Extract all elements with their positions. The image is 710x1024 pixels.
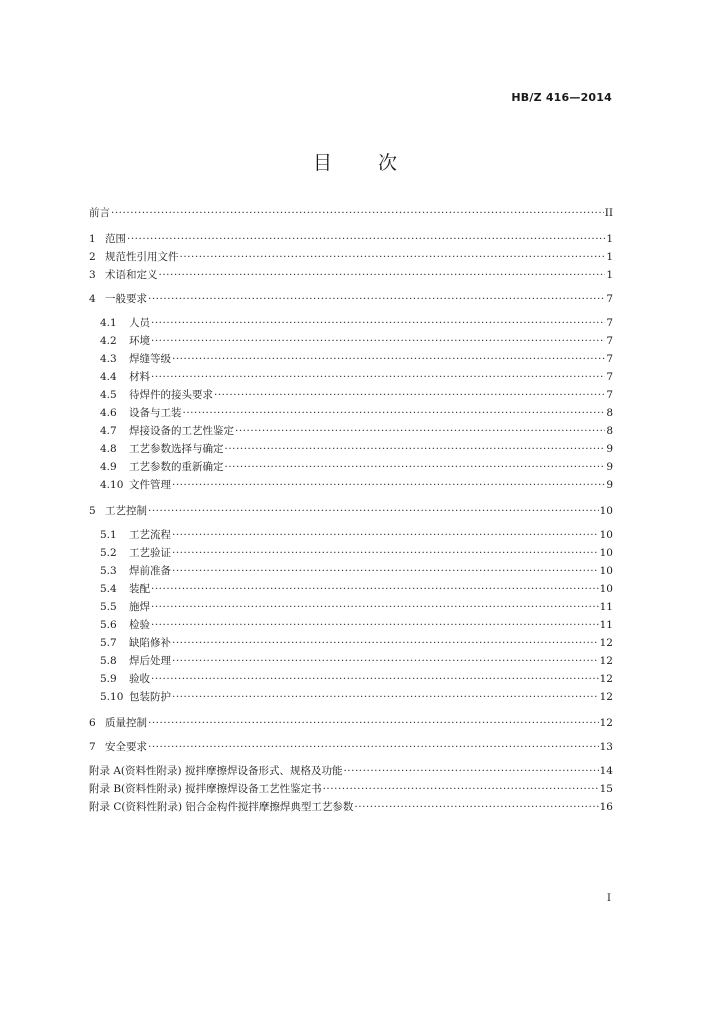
toc-entry-page: 8 [606, 407, 613, 419]
toc-entry-label: 工艺参数的重新确定 [129, 461, 224, 473]
toc-leader-dots [225, 440, 606, 458]
toc-leader-dots [172, 634, 599, 652]
toc-leader-dots [151, 598, 599, 616]
toc-entry-label: 装配 [129, 583, 150, 595]
toc-entry[interactable] [89, 544, 613, 562]
toc-entry-number: 5.9 [100, 673, 117, 685]
toc-entry-page: 7 [606, 293, 613, 305]
toc-entry-number: 4.5 [100, 389, 117, 401]
toc-entry-page: 12 [599, 673, 613, 685]
toc-entry-number: 2 [89, 251, 96, 263]
toc-leader-dots [183, 404, 606, 422]
toc-entry-label: 附录 A(资料性附录) 搅拌摩擦焊设备形式、规格及功能 [89, 765, 343, 777]
toc-entry[interactable] [89, 562, 613, 580]
toc-entry[interactable] [89, 580, 613, 598]
toc-leader-dots [151, 616, 599, 634]
toc-entry-page: 11 [599, 601, 613, 613]
toc-entry[interactable] [89, 688, 613, 706]
toc-leader-dots [214, 386, 605, 404]
toc-leader-dots [151, 314, 605, 332]
toc-leader-dots [343, 762, 598, 780]
toc-entry[interactable] [89, 266, 613, 284]
toc-entry-page: 7 [606, 389, 613, 401]
toc-entry[interactable] [89, 762, 613, 780]
toc-leader-dots [172, 562, 599, 580]
toc-entry-number: 5.2 [100, 547, 117, 559]
toc-entry-label: 焊缝等级 [129, 353, 171, 365]
toc-entry-page: 10 [599, 565, 613, 577]
toc-entry-number: 5.10 [100, 691, 124, 703]
toc-leader-dots [151, 580, 599, 598]
toc-entry[interactable] [89, 598, 613, 616]
toc-entry-page: 7 [606, 335, 613, 347]
toc-entry[interactable] [89, 314, 613, 332]
toc-entry-label: 焊前准备 [129, 565, 171, 577]
table-of-contents [89, 204, 613, 816]
toc-entry-label: 范围 [105, 233, 126, 245]
toc-entry[interactable] [89, 386, 613, 404]
toc-entry-page: 9 [606, 479, 613, 491]
toc-entry[interactable] [89, 714, 613, 732]
toc-leader-dots [172, 652, 599, 670]
toc-entry[interactable] [89, 502, 613, 520]
title-char-2: 次 [378, 152, 398, 174]
toc-entry-label: 附录 C(资料性附录) 铝合金构件搅拌摩擦焊典型工艺参数 [89, 801, 354, 813]
toc-entry-number: 5.3 [100, 565, 117, 577]
toc-entry-label: 前言 [89, 207, 110, 219]
toc-entry-number: 7 [89, 741, 96, 753]
toc-entry[interactable] [89, 798, 613, 816]
toc-entry-page: 12 [599, 691, 613, 703]
toc-entry[interactable] [89, 368, 613, 386]
toc-leader-dots [235, 422, 605, 440]
toc-leader-dots [172, 476, 605, 494]
toc-entry-label: 环境 [129, 335, 150, 347]
toc-entry-label: 设备与工装 [129, 407, 182, 419]
page-number: I [607, 893, 611, 904]
toc-entry-number: 5.8 [100, 655, 117, 667]
toc-entry-label: 质量控制 [105, 717, 147, 729]
toc-entry-page: 7 [606, 371, 613, 383]
toc-entry-page: 1 [606, 233, 613, 245]
toc-entry-label: 检验 [129, 619, 150, 631]
toc-leader-dots [159, 266, 606, 284]
toc-entry-page: 10 [599, 505, 613, 517]
toc-entry-number: 5.5 [100, 601, 117, 613]
toc-entry-page: 1 [606, 269, 613, 281]
toc-entry[interactable] [89, 458, 613, 476]
toc-leader-dots [172, 544, 599, 562]
toc-entry-page: 10 [599, 583, 613, 595]
toc-entry-page: 8 [606, 425, 613, 437]
toc-entry-page: 14 [599, 765, 613, 777]
toc-entry-number: 3 [89, 269, 96, 281]
toc-entry[interactable] [89, 422, 613, 440]
toc-entry-label: 焊接设备的工艺性鉴定 [129, 425, 234, 437]
toc-entry-number: 4.8 [100, 443, 117, 455]
toc-entry-label: 人员 [129, 317, 150, 329]
toc-leader-dots [323, 780, 599, 798]
toc-leader-dots [172, 350, 605, 368]
toc-entry-page: 12 [599, 637, 613, 649]
toc-entry-number: 1 [89, 233, 96, 245]
toc-leader-dots [148, 714, 599, 732]
toc-entry-page: 13 [599, 741, 613, 753]
toc-entry-label: 文件管理 [129, 479, 171, 491]
toc-entry-label: 施焊 [129, 601, 150, 613]
toc-entry-page: 7 [606, 317, 613, 329]
toc-entry[interactable] [89, 670, 613, 688]
toc-entry-page: 9 [606, 443, 613, 455]
toc-entry-number: 4.10 [100, 479, 124, 491]
toc-entry[interactable] [89, 204, 613, 222]
toc-entry-label: 一般要求 [105, 293, 147, 305]
toc-leader-dots [127, 230, 605, 248]
toc-leader-dots [225, 458, 606, 476]
toc-leader-dots [151, 368, 605, 386]
toc-entry-label: 工艺控制 [105, 505, 147, 517]
toc-entry-number: 4.9 [100, 461, 117, 473]
toc-leader-dots [148, 290, 605, 308]
toc-entry-label: 包装防护 [129, 691, 171, 703]
toc-leader-dots [148, 738, 599, 756]
toc-leader-dots [180, 248, 606, 266]
toc-entry[interactable] [89, 404, 613, 422]
toc-entry-number: 4.4 [100, 371, 117, 383]
toc-entry-label: 工艺参数选择与确定 [129, 443, 224, 455]
toc-entry-label: 工艺验证 [129, 547, 171, 559]
toc-entry[interactable] [89, 652, 613, 670]
toc-leader-dots [151, 332, 605, 350]
toc-entry-number: 4.2 [100, 335, 117, 347]
toc-entry-number: 4 [89, 293, 96, 305]
toc-entry[interactable] [89, 332, 613, 350]
toc-entry-page: 15 [599, 783, 613, 795]
toc-entry-number: 5.1 [100, 529, 117, 541]
toc-entry-label: 术语和定义 [105, 269, 158, 281]
toc-entry-label: 规范性引用文件 [105, 251, 179, 263]
toc-leader-dots [354, 798, 598, 816]
toc-entry-label: 附录 B(资料性附录) 搅拌摩擦焊设备工艺性鉴定书 [89, 783, 322, 795]
toc-entry-number: 5 [89, 505, 96, 517]
toc-entry-page: II [604, 207, 613, 219]
toc-entry-label: 材料 [129, 371, 150, 383]
toc-entry-number: 4.7 [100, 425, 117, 437]
toc-entry-number: 4.1 [100, 317, 117, 329]
toc-entry[interactable] [89, 230, 613, 248]
toc-entry-number: 6 [89, 717, 96, 729]
toc-entry[interactable] [89, 616, 613, 634]
page-title [0, 148, 710, 175]
toc-leader-dots [172, 526, 599, 544]
toc-leader-dots [151, 670, 599, 688]
toc-leader-dots [111, 204, 604, 222]
toc-entry-number: 5.6 [100, 619, 117, 631]
toc-entry-number: 4.6 [100, 407, 117, 419]
toc-entry[interactable] [89, 476, 613, 494]
toc-entry-number: 5.7 [100, 637, 117, 649]
toc-entry-page: 10 [599, 529, 613, 541]
toc-entry-page: 10 [599, 547, 613, 559]
toc-entry-page: 7 [606, 353, 613, 365]
toc-entry-page: 1 [606, 251, 613, 263]
toc-entry-label: 安全要求 [105, 741, 147, 753]
toc-entry-label: 验收 [129, 673, 150, 685]
standard-code: HB/Z 416—2014 [511, 91, 612, 104]
toc-entry-page: 12 [599, 717, 613, 729]
toc-entry-label: 待焊件的接头要求 [129, 389, 213, 401]
toc-entry[interactable] [89, 526, 613, 544]
toc-entry[interactable] [89, 350, 613, 368]
toc-entry-label: 焊后处理 [129, 655, 171, 667]
toc-entry-page: 9 [606, 461, 613, 473]
toc-entry-label: 缺陷修补 [129, 637, 171, 649]
toc-entry[interactable] [89, 290, 613, 308]
toc-entry[interactable] [89, 248, 613, 266]
toc-entry-page: 12 [599, 655, 613, 667]
toc-entry[interactable] [89, 440, 613, 458]
toc-entry-number: 4.3 [100, 353, 117, 365]
toc-entry-page: 11 [599, 619, 613, 631]
toc-entry[interactable] [89, 780, 613, 798]
toc-entry-page: 16 [599, 801, 613, 813]
title-char-1: 目 [312, 152, 332, 174]
toc-leader-dots [172, 688, 599, 706]
toc-entry[interactable] [89, 738, 613, 756]
toc-entry[interactable] [89, 634, 613, 652]
toc-leader-dots [148, 502, 599, 520]
toc-entry-label: 工艺流程 [129, 529, 171, 541]
toc-entry-number: 5.4 [100, 583, 117, 595]
